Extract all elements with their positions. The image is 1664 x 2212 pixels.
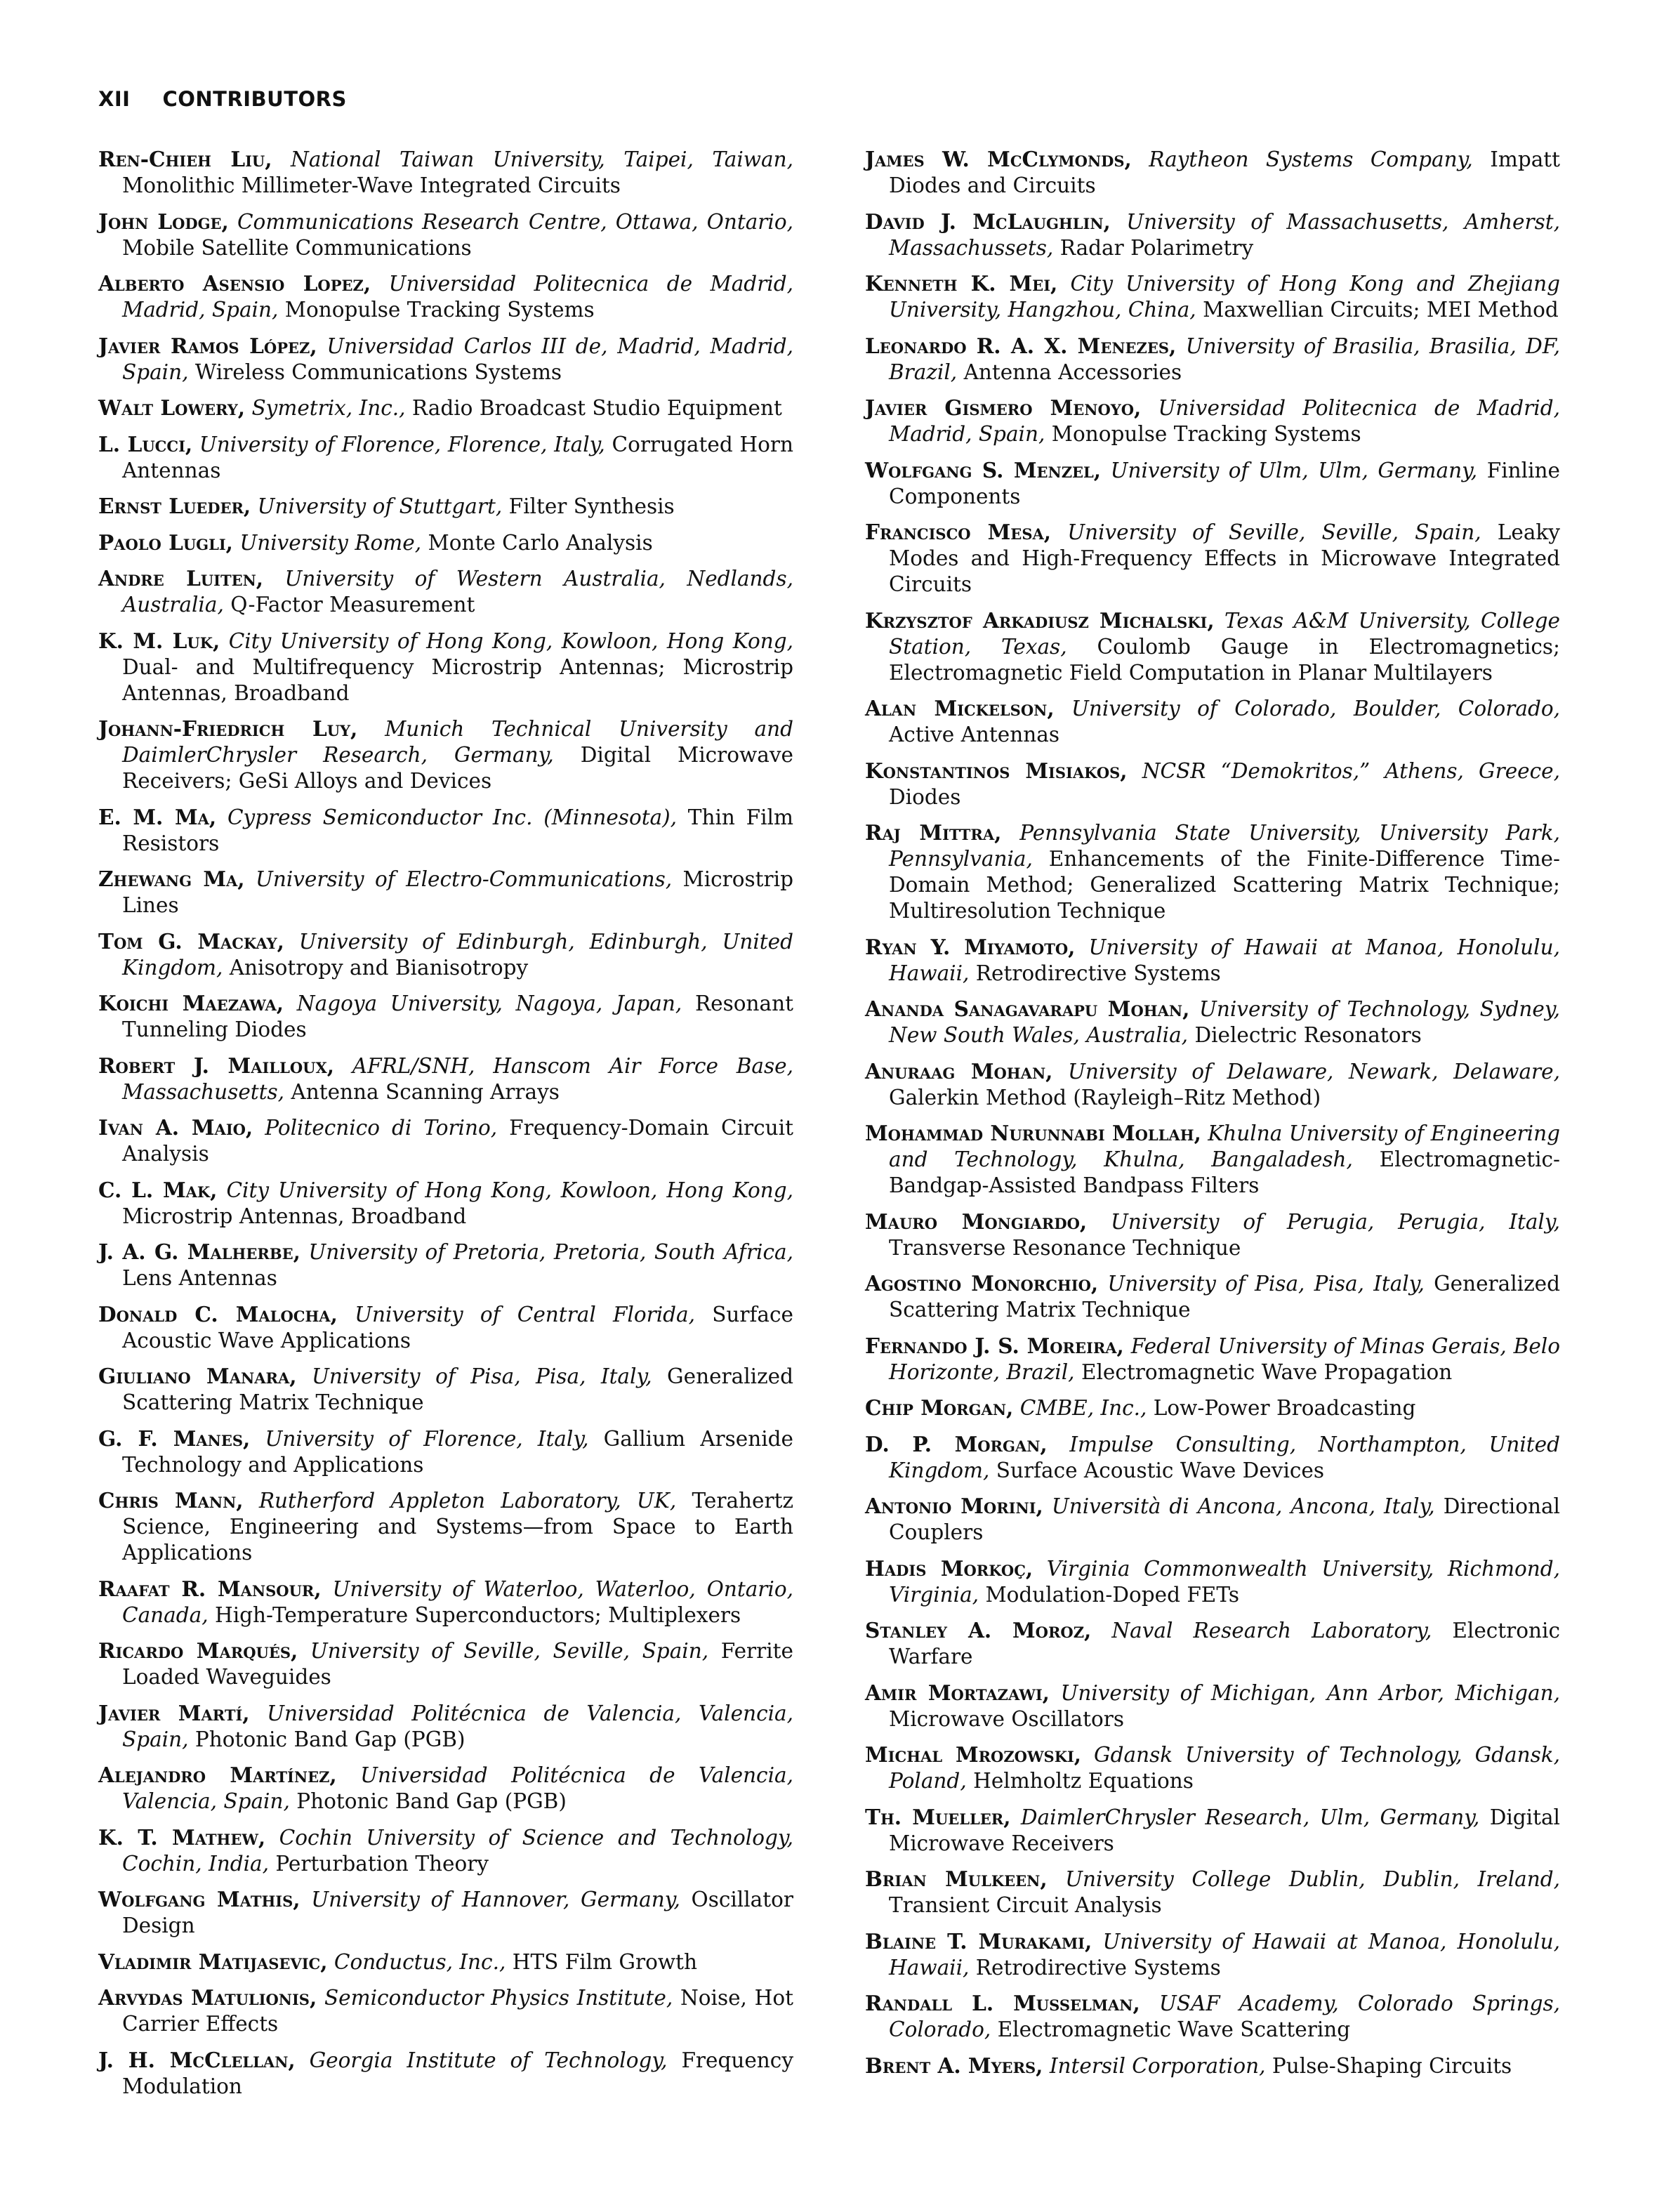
contributor-entry <box>865 2053 1560 2079</box>
contributor-name: Antonio Morini, <box>865 1494 1043 1518</box>
contributor-topic: Perturbation Theory <box>275 1851 489 1876</box>
contributor-topic: Microwave Oscillators <box>889 1706 1124 1731</box>
contributor-name: Zhewang Ma, <box>98 867 245 891</box>
contributor-entry <box>98 146 793 199</box>
contributor-name: Javier Ramos López, <box>98 333 317 358</box>
contributor-entry <box>865 270 1560 323</box>
contributor-name: Alejandro Martínez, <box>98 1763 337 1787</box>
contributor-name: D. P. Morgan, <box>865 1431 1048 1456</box>
contributor-affiliation: Khulna University of Engineering and Technology, Khulna, Bangaladesh, <box>889 1121 1560 1171</box>
contributor-name: Ernst Lueder, <box>98 494 251 518</box>
contributor-affiliation: University of Brasilia, Brasilia, DF, Brazil, <box>889 334 1560 384</box>
contributor-topic: Transient Circuit Analysis <box>889 1893 1162 1917</box>
contributor-topic: Active Antennas <box>889 723 1059 746</box>
contributor-name: Alan Mickelson, <box>865 696 1055 720</box>
contributor-entry <box>98 1576 793 1628</box>
contributor-affiliation: University of Colorado, Boulder, Colorado, <box>1071 697 1560 720</box>
contributor-affiliation: National Taiwan University, Taipei, Taiwan, <box>291 147 793 171</box>
contributor-entry <box>865 1990 1560 2043</box>
contributor-topic: Frequency-Domain Circuit Analysis <box>122 1116 793 1166</box>
contributor-affiliation: University of Ulm, Ulm, Germany, <box>1110 458 1478 482</box>
contributor-entry <box>98 1949 793 1975</box>
contributor-entry <box>98 628 793 706</box>
contributor-name: Tom G. Mackay, <box>98 928 284 954</box>
contributor-name: David J. McLaughlin, <box>865 209 1111 234</box>
contributor-affiliation: University of Delaware, Newark, Delaware, <box>1068 1059 1560 1084</box>
contributor-name: Ren-Chieh Liu, <box>98 147 272 171</box>
contributor-name: Th. Mueller, <box>865 1804 1011 1829</box>
contributor-name: Ryan Y. Miyamoto, <box>865 934 1076 959</box>
contributor-topic: Electronic Warfare <box>889 1619 1560 1668</box>
contributor-affiliation: Georgia Institute of Technology, <box>309 2048 668 2072</box>
contributor-name: Krzysztof Arkadiusz Michalski, <box>865 607 1215 633</box>
contributor-entry <box>98 1824 793 1877</box>
contributor-affiliation: AFRL/SNH, Hanscom Air Force Base, Massachusetts, <box>122 1053 793 1104</box>
contributor-topic: Ferrite Loaded Waveguides <box>122 1639 793 1689</box>
contributor-topic: Lens Antennas <box>122 1266 277 1290</box>
contributor-topic: Monte Carlo Analysis <box>428 530 653 555</box>
contributor-name: Ananda Sanagavarapu Mohan, <box>865 996 1190 1021</box>
contributor-entry <box>98 1487 793 1566</box>
contributor-name: Agostino Monorchio, <box>865 1271 1099 1296</box>
contributor-entry <box>98 1638 793 1690</box>
contributor-entry <box>98 1762 793 1815</box>
contributor-affiliation: Politecnico di Torino, <box>265 1116 498 1140</box>
contributor-name: Brent A. Myers, <box>865 2053 1043 2078</box>
contributor-topic: Finline Components <box>889 458 1560 508</box>
contributor-topic: Photonic Band Gap (PGB) <box>194 1727 465 1751</box>
contributor-name: Alberto Asensio Lopez, <box>98 271 371 296</box>
contributor-affiliation: Communications Research Centre, Ottawa, Ontario, <box>237 209 793 234</box>
contributor-name: Chris Mann, <box>98 1488 244 1513</box>
contributor-name: Donald C. Malocha, <box>98 1301 338 1326</box>
contributor-affiliation: Universidad Politécnica de Valencia, Valencia, Spain, <box>122 1763 793 1813</box>
contributor-entry <box>98 1114 793 1167</box>
contributor-topic: Gallium Arsenide Technology and Applications <box>122 1426 793 1477</box>
contributor-topic: Photonic Band Gap (PGB) <box>296 1789 567 1813</box>
contributor-name: Paolo Lugli, <box>98 529 233 555</box>
contributor-entry <box>865 1493 1560 1546</box>
contributor-entry <box>865 1120 1560 1199</box>
contributor-name: Francisco Mesa, <box>865 520 1052 544</box>
contributor-entry <box>865 1395 1560 1421</box>
contributor-topic: Terahertz Science, Engineering and Systems—from Space to Earth Applications <box>122 1489 793 1565</box>
contributor-entry <box>865 1333 1560 1385</box>
contributor-affiliation: Conductus, Inc., <box>334 1949 506 1974</box>
contributor-affiliation: Universidad Politécnica de Valencia, Valencia, Spain, <box>122 1701 793 1751</box>
contributor-affiliation: Rutherford Appleton Laboratory, UK, <box>258 1489 677 1513</box>
contributor-topic: Directional Couplers <box>889 1494 1560 1544</box>
section-title: CONTRIBUTORS <box>162 87 347 111</box>
contributor-entry <box>865 1866 1560 1918</box>
contributor-topic: Surface Acoustic Wave Applications <box>122 1302 793 1352</box>
contributor-topic: Radio Broadcast Studio Equipment <box>411 396 782 420</box>
contributor-topic: Frequency Modulation <box>122 2048 793 2098</box>
contributor-entry <box>865 1431 1560 1484</box>
contributor-name: Chip Morgan, <box>865 1395 1014 1420</box>
contributor-entry <box>865 457 1560 510</box>
contributor-name: Koichi Maezawa, <box>98 991 284 1015</box>
contributor-entry <box>865 1680 1560 1732</box>
contributor-entry <box>865 934 1560 987</box>
contributor-name: C. L. Mak, <box>98 1177 218 1202</box>
page-number: XII <box>98 87 131 111</box>
contributor-affiliation: University of Michigan, Ann Arbor, Michigan, <box>1060 1680 1560 1705</box>
contributor-affiliation: DaimlerChrysler Research, Ulm, Germany, <box>1020 1805 1480 1829</box>
contributor-name: L. Lucci, <box>98 431 193 456</box>
contributor-topic: Generalized Scattering Matrix Technique <box>122 1364 793 1414</box>
contributor-topic: HTS Film Growth <box>512 1949 697 1974</box>
contributor-affiliation: University of Central Florida, <box>355 1302 695 1326</box>
contributor-entry <box>98 270 793 323</box>
contributor-topic: Antenna Accessories <box>963 360 1182 384</box>
contributor-topic: Monolithic Millimeter-Wave Integrated Circuits <box>122 173 621 197</box>
contributor-topic: Resonant Tunneling Diodes <box>122 992 793 1041</box>
contributor-affiliation: University of Pretoria, Pretoria, South Africa, <box>308 1240 793 1264</box>
contributor-affiliation: Semiconductor Physics Institute, <box>324 1986 673 2010</box>
contributor-entry <box>98 866 793 919</box>
contributor-affiliation: University of Massachusetts, Amherst, Massachussets, <box>889 209 1560 260</box>
right-column <box>865 146 1560 2088</box>
contributor-entry <box>98 1177 793 1230</box>
contributor-name: Arvydas Matulionis, <box>98 1985 317 2010</box>
contributor-entry <box>98 1239 793 1291</box>
contributor-entry <box>98 1700 793 1753</box>
contributor-name: Hadis Morkoç, <box>865 1555 1034 1581</box>
contributor-name: Wolfgang S. Menzel, <box>865 457 1102 482</box>
contributor-affiliation: City University of Hong Kong, Kowloon, Hong Kong, <box>226 1178 793 1202</box>
contributor-affiliation: Università di Ancona, Ancona, Italy, <box>1051 1494 1435 1518</box>
contributor-name: K. M. Luk, <box>98 628 220 653</box>
contributor-entry <box>98 990 793 1043</box>
contributor-topic: Wireless Communications Systems <box>194 360 562 384</box>
contributor-topic: High-Temperature Superconductors; Multiplexers <box>215 1602 741 1627</box>
contributor-affiliation: Impulse Consulting, Northampton, United Kingdom, <box>889 1432 1560 1482</box>
contributor-topic: Impatt Diodes and Circuits <box>889 147 1560 197</box>
contributor-affiliation: University of Seville, Seville, Spain, <box>1067 520 1481 544</box>
contributor-name: Leonardo R. A. X. Menezes, <box>865 333 1177 358</box>
contributor-topic: Galerkin Method (Rayleigh–Ritz Method) <box>889 1085 1321 1110</box>
contributor-entry <box>98 395 793 421</box>
contributor-name: Konstantinos Misiakos, <box>865 758 1128 783</box>
contributor-topic: Coulomb Gauge in Electromagnetics; Electromagnetic Field Computation in Planar Multilayers <box>889 634 1560 685</box>
contributor-name: Raj Mittra, <box>865 820 1002 845</box>
contributor-topic: Noise, Hot Carrier Effects <box>122 1986 793 2036</box>
contributor-affiliation: University Rome, <box>239 530 422 555</box>
contributor-name: Amir Mortazawi, <box>865 1680 1050 1705</box>
contributor-affiliation: University of Technology, Sydney, New South Wales, Australia, <box>889 997 1560 1047</box>
contributor-entry <box>98 565 793 618</box>
contributor-name: Stanley A. Moroz, <box>865 1618 1092 1642</box>
contributor-entry <box>865 519 1560 598</box>
contributor-affiliation: Symetrix, Inc., <box>251 396 406 420</box>
contributor-name: Walt Lowery, <box>98 395 246 420</box>
contributor-entry <box>865 607 1560 686</box>
contributor-affiliation: Intersil Corporation, <box>1049 2053 1266 2078</box>
contributor-topic: Filter Synthesis <box>508 494 675 518</box>
contributor-topic: Monopulse Tracking Systems <box>1051 422 1361 446</box>
contributor-affiliation: University of Pisa, Pisa, Italy, <box>311 1364 652 1388</box>
contributor-topic: Microstrip Lines <box>122 867 793 917</box>
contributor-entry <box>865 695 1560 748</box>
contributor-affiliation: Universidad Politecnica de Madrid, Madrid, Spain, <box>122 272 793 322</box>
contributor-name: Javier Martí, <box>98 1700 250 1725</box>
contributor-name: Mohammad Nurunnabi Mollah, <box>865 1121 1201 1145</box>
contributor-name: Michal Mrozowski, <box>865 1742 1082 1767</box>
contributor-affiliation: City University of Hong Kong and Zhejiang University, Hangzhou, China, <box>889 272 1560 322</box>
contributor-entry <box>865 333 1560 386</box>
contributor-topic: Oscillator Design <box>122 1888 793 1937</box>
contributor-entry <box>98 1363 793 1416</box>
contributor-entry <box>98 928 793 981</box>
contributor-name: Kenneth K. Mei, <box>865 271 1058 296</box>
left-column <box>98 146 793 2109</box>
contributor-name: Anuraag Mohan, <box>865 1058 1053 1084</box>
contributor-entry <box>98 2047 793 2100</box>
contributor-name: Vladimir Matijasevic, <box>98 1949 328 1974</box>
contributor-entry <box>865 1804 1560 1857</box>
contributor-affiliation: University of Electro-Communications, <box>255 867 673 891</box>
contributor-name: J. H. McClellan, <box>98 2047 296 2072</box>
contributor-name: James W. McClymonds, <box>865 147 1132 171</box>
contributor-topic: Helmholtz Equations <box>973 1769 1194 1793</box>
contributor-entry <box>98 1053 793 1105</box>
contributor-affiliation: University of Edinburgh, Edinburgh, United Kingdom, <box>122 929 793 980</box>
contributor-topic: Retrodirective Systems <box>975 961 1221 985</box>
contributor-affiliation: Texas A&M University, College Station, Texas, <box>889 608 1560 659</box>
contributor-entry <box>98 804 793 857</box>
contributor-topic: Diodes <box>889 784 961 809</box>
contributor-entry <box>98 431 793 484</box>
contributor-affiliation: Pennsylvania State University, University Park, Pennsylvania, <box>889 821 1560 871</box>
contributor-affiliation: Gdansk University of Technology, Gdansk, Poland, <box>889 1743 1560 1793</box>
contributor-topic: Anisotropy and Bianisotropy <box>229 955 529 980</box>
contributor-name: E. M. Ma, <box>98 804 217 829</box>
contributor-topic: Antenna Scanning Arrays <box>291 1079 560 1104</box>
contributor-affiliation: NCSR “Demokritos,” Athens, Greece, <box>1142 758 1560 783</box>
contributor-name: Wolfgang Mathis, <box>98 1887 301 1911</box>
contributor-topic: Low-Power Broadcasting <box>1153 1396 1416 1420</box>
contributor-entry <box>865 395 1560 447</box>
contributor-affiliation: Raytheon Systems Company, <box>1149 147 1473 171</box>
contributor-entry <box>865 1058 1560 1111</box>
contributor-topic: Mobile Satellite Communications <box>122 235 472 260</box>
contributor-topic: Transverse Resonance Technique <box>889 1235 1241 1260</box>
contributor-entry <box>865 1209 1560 1261</box>
contributor-entry <box>865 1270 1560 1323</box>
contributor-topic: Surface Acoustic Wave Devices <box>996 1458 1325 1482</box>
contributor-affiliation: Naval Research Laboratory, <box>1111 1619 1432 1642</box>
contributor-entry <box>98 493 793 520</box>
contributor-affiliation: Munich Technical University and DaimlerChrysler Research, Germany, <box>122 717 793 767</box>
contributor-topic: Monopulse Tracking Systems <box>284 298 595 322</box>
contributor-affiliation: University of Stuttgart, <box>257 494 503 518</box>
contributor-entry <box>98 1886 793 1939</box>
contributor-topic: Retrodirective Systems <box>975 1955 1221 1980</box>
contributor-affiliation: Universidad Carlos III de, Madrid, Madrid, Spain, <box>122 334 793 384</box>
contributor-entry <box>98 209 793 261</box>
contributor-affiliation: USAF Academy, Colorado Springs, Colorado, <box>889 1992 1560 2041</box>
contributor-entry <box>865 1928 1560 1981</box>
contributor-affiliation: Universidad Politecnica de Madrid, Madrid, Spain, <box>889 396 1560 446</box>
contributor-topic: Enhancements of the Finite-Difference Time-Domain Method; Generalized Scattering Matrix Technique; Multiresolution Technique <box>889 847 1560 923</box>
contributor-topic: Q-Factor Measurement <box>230 593 475 617</box>
running-header <box>98 87 347 111</box>
contributor-entry <box>865 996 1560 1048</box>
contributor-topic: Pulse-Shaping Circuits <box>1272 2053 1512 2078</box>
contributor-affiliation: Virginia Commonwealth University, Richmond, Virginia, <box>889 1556 1560 1607</box>
contributor-name: Ivan A. Maio, <box>98 1115 253 1140</box>
contributor-topic: Electromagnetic-Bandgap-Assisted Bandpass Filters <box>889 1147 1560 1197</box>
contributor-name: G. F. Manes, <box>98 1426 251 1451</box>
contributor-name: Brian Mulkeen, <box>865 1867 1048 1891</box>
contributor-name: Fernando J. S. Moreira, <box>865 1333 1124 1358</box>
contributor-entry <box>98 333 793 386</box>
contributor-entry <box>865 819 1560 924</box>
contributor-topic: Electromagnetic Wave Propagation <box>1081 1360 1453 1384</box>
contributor-topic: Radar Polarimetry <box>1059 235 1254 260</box>
contributor-name: K. T. Mathew, <box>98 1824 266 1850</box>
contributor-topic: Leaky Modes and High-Frequency Effects in Microwave Integrated Circuits <box>889 520 1560 596</box>
contributor-name: John Lodge, <box>98 209 229 234</box>
contributor-name: Ricardo Marqués, <box>98 1638 298 1663</box>
contributor-name: Robert J. Mailloux, <box>98 1053 335 1078</box>
contributor-topic: Modulation-Doped FETs <box>985 1582 1240 1607</box>
contributor-entry <box>98 529 793 556</box>
contributor-topic: Microstrip Antennas, Broadband <box>122 1204 467 1228</box>
contributor-entry <box>865 146 1560 199</box>
contributor-name: Randall L. Musselman, <box>865 1991 1140 2015</box>
contributor-entry <box>865 1617 1560 1670</box>
contributor-affiliation: University of Western Australia, Nedlands, Australia, <box>122 567 793 617</box>
contributor-topic: Maxwellian Circuits; MEI Method <box>1203 298 1559 322</box>
contributor-name: J. A. G. Malherbe, <box>98 1239 301 1264</box>
contributor-name: Mauro Mongiardo, <box>865 1209 1088 1234</box>
contributor-entry <box>865 1555 1560 1608</box>
contributor-affiliation: University of Hannover, Germany, <box>311 1888 680 1911</box>
contributor-affiliation: Cypress Semiconductor Inc. (Minnesota), <box>227 805 678 829</box>
contributor-entry <box>865 1742 1560 1794</box>
contributor-entry <box>98 1301 793 1354</box>
contributor-topic: Dual- and Multifrequency Microstrip Antennas; Microstrip Antennas, Broadband <box>122 654 793 705</box>
contributor-affiliation: Nagoya University, Nagoya, Japan, <box>296 992 682 1015</box>
contributor-affiliation: Cochin University of Science and Technology, Cochin, India, <box>122 1825 794 1876</box>
contributor-name: Giuliano Manara, <box>98 1364 297 1388</box>
contributor-affiliation: CMBE, Inc., <box>1019 1396 1147 1420</box>
contributor-entry <box>98 716 793 794</box>
contributor-entry <box>98 1426 793 1478</box>
contributor-entry <box>865 758 1560 810</box>
contributor-name: Andre Luiten, <box>98 566 264 591</box>
contributor-affiliation: University of Hawaii at Manoa, Honolulu, Hawaii, <box>889 935 1560 985</box>
contributor-topic: Digital Microwave Receivers; GeSi Alloys and Devices <box>122 743 793 793</box>
contributor-topic: Electromagnetic Wave Scattering <box>997 2017 1351 2041</box>
contributor-affiliation: University of Waterloo, Waterloo, Ontario, Canada, <box>122 1576 793 1627</box>
contributor-affiliation: University of Perugia, Perugia, Italy, <box>1110 1209 1560 1234</box>
contributor-name: Raafat R. Mansour, <box>98 1576 322 1601</box>
contributor-affiliation: University of Florence, Italy, <box>265 1426 589 1451</box>
contributor-affiliation: University of Florence, Florence, Italy, <box>199 432 605 456</box>
contributor-affiliation: University of Pisa, Pisa, Italy, <box>1107 1272 1425 1296</box>
contributor-topic: Generalized Scattering Matrix Technique <box>889 1272 1560 1322</box>
contributor-affiliation: University College Dublin, Dublin, Ireland, <box>1065 1867 1560 1891</box>
contributor-entry <box>865 209 1560 261</box>
contributor-name: Johann-Friedrich Luy, <box>98 716 358 741</box>
contributor-entry <box>98 1984 793 2037</box>
contributor-topic: Corrugated Horn Antennas <box>122 432 793 482</box>
contributor-affiliation: City University of Hong Kong, Kowloon, Hong Kong, <box>228 628 793 653</box>
contributor-topic: Dielectric Resonators <box>1194 1023 1422 1047</box>
contributor-topic: Digital Microwave Receivers <box>889 1805 1560 1855</box>
contributor-affiliation: University of Seville, Seville, Spain, <box>310 1639 709 1663</box>
contributor-name: Blaine T. Murakami, <box>865 1928 1092 1954</box>
contributor-affiliation: Federal University of Minas Gerais, Belo Horizonte, Brazil, <box>889 1334 1560 1384</box>
contributor-name: Javier Gismero Menoyo, <box>865 395 1142 420</box>
contributor-affiliation: University of Hawaii at Manoa, Honolulu, Hawaii, <box>889 1929 1560 1980</box>
contributor-topic: Thin Film Resistors <box>122 805 793 855</box>
